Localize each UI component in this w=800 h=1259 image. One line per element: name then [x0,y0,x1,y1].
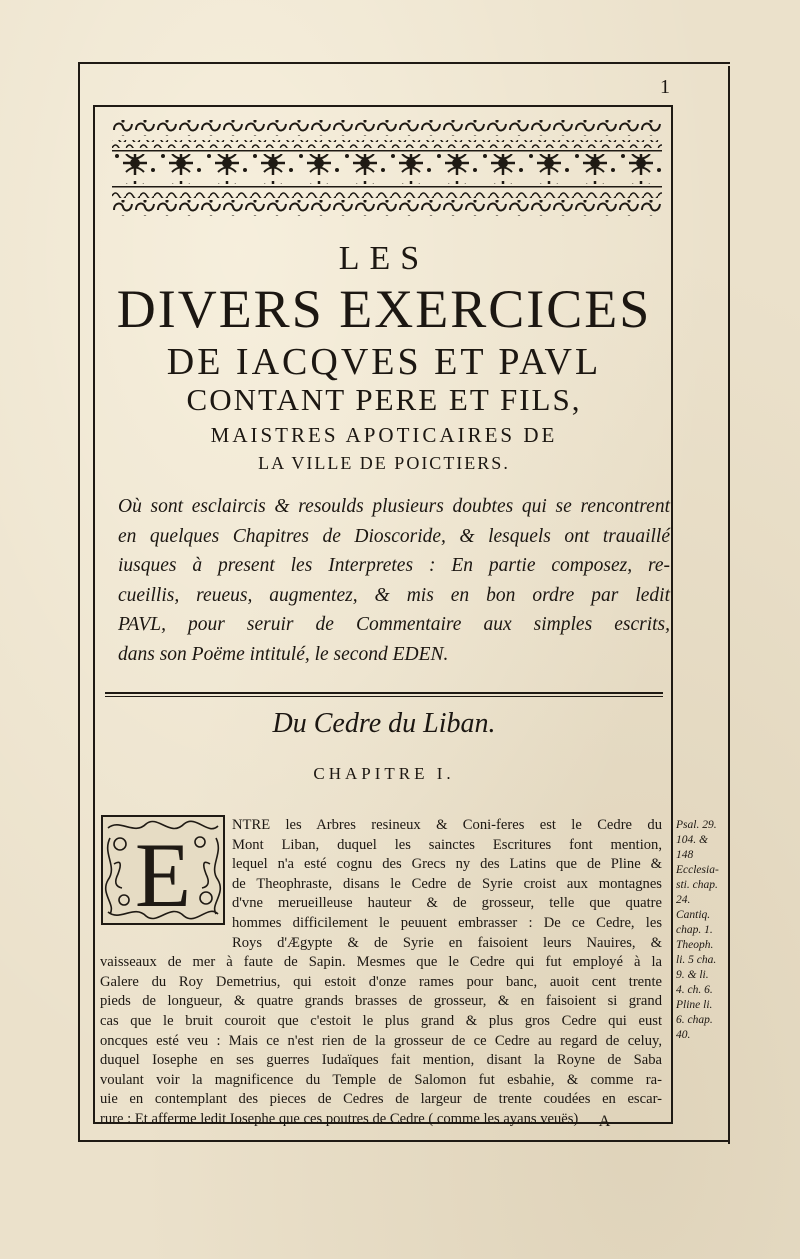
body-line: Roys d'Ægypte & de Syrie en faisoient leurs Nauires, & [232,934,662,951]
body-line: pieds de longueur, & quatre grands brasses de grosseur, & en faisoient si grand [100,993,662,1010]
subtitle-paragraph [118,492,670,669]
section-divider-rule-thin [105,696,663,697]
subtitle-line: cueillis, reueus, augmentez, & mis en bon ordre par ledit [118,584,670,606]
margin-note: Pline li. [676,999,713,1011]
body-line: hommes difficilement le peuuent embrasser : De ce Cedre, les [232,915,662,931]
decorated-initial-e [100,814,226,926]
body-line: Galere du Roy Demetrius, qui estoit d'onze rames pour banc, auoit cent trente [100,973,662,990]
inner-frame-top [93,105,673,107]
body-line: cas que le bruit couroit que c'estoit le plus grand & plus gros Cedre qui eust [100,1013,662,1029]
subtitle-line: PAVL, pour seruir de Commentaire aux simples escrits, [118,614,670,635]
title-line-city: LA VILLE DE POICTIERS. [258,453,510,473]
margin-note: 104. & [676,834,708,846]
body-line: uie en contemplant des pieces de Cedres de largeur de trente coudées en escar- [100,1091,662,1108]
margin-note: 40. [676,1029,691,1041]
outer-frame-right [728,66,730,1144]
margin-note: Theoph. [676,939,714,951]
margin-note: 24. [676,894,691,906]
margin-note: 9. & li. [676,969,709,981]
ornamental-headpiece [112,118,662,218]
margin-note: 4. ch. 6. [676,984,713,996]
section-divider-rule [105,692,663,694]
body-line: Mont Liban, duquel les sainctes Escritures font mention, [232,836,662,853]
subtitle-line: dans son Poëme intitulé, le second EDEN. [118,643,449,665]
subtitle-line: iusques à present les Interpretes : En partie composez, re- [118,555,670,576]
signature-mark: A [598,1113,612,1130]
body-line: voulant voir la magnificence du Temple de Salomon fut esbahie, & comme ra- [100,1071,662,1088]
body-line: de Theophraste, disans le Cedre de Syrie croist aux montagnes [232,875,662,892]
margin-note: 148 [676,849,694,861]
chapter-number: CHAPITRE I. [313,764,455,783]
margin-note: li. 5 cha. [676,954,717,966]
body-line: NTRE les Arbres resineux & Coni-feres est le Cedre du [232,817,662,833]
title-line-relation: CONTANT PERE ET FILS, [186,382,582,417]
title-line-main: DIVERS EXERCICES [116,279,652,339]
body-line: duquel Iosephe en ses guerres Iudaïques fait mention, disant la Royne de Saba [100,1052,662,1069]
title-line-authors: DE IACQVES ET PAVL [166,341,602,383]
outer-frame-left [78,62,80,1140]
subtitle-line: en quelques Chapitres de Dioscoride, & lesquels ont trauaillé [118,525,670,547]
subtitle-line: Où sont esclaircis & resoulds plusieurs doubtes qui se rencontrent [118,496,670,517]
page-number: 1 [660,76,670,98]
body-line: vaisseaux de mer à faute de Sapin. Mesmes que le Cedre qui fut employé à la [100,954,662,971]
margin-note: Psal. 29. [676,819,717,831]
outer-frame-top [78,62,730,64]
margin-note: sti. chap. [676,879,718,891]
body-line: d'vne merueilleuse hauteur & de grosseur, telle que quatre [232,895,662,912]
title-line-les: LES [338,240,430,277]
margin-notes [676,818,726,1043]
body-line: lequel n'a esté cognu des Grecs ny des Latins que de Pline & [232,856,662,873]
decorated-initial-letter: E [134,824,192,926]
margin-note: Cantiq. [676,909,711,921]
margin-note: 6. chap. [676,1014,713,1026]
body-line-overflow: rure : Et afferme ledit Iosephe que ces poutres de Cedre ( comme les ayans veuës) [100,1111,579,1127]
chapter-title: Du Cedre du Liban. [272,708,496,739]
title-line-profession: MAISTRES APOTICAIRES DE [210,423,558,447]
outer-frame-bottom [78,1140,730,1142]
body-line: oncques esté veu : Mais ce n'est rien de la grosseur de ce Cedre au regard de celuy, [100,1032,662,1049]
margin-note: Ecclesia- [676,864,719,876]
margin-note: chap. 1. [676,924,713,936]
